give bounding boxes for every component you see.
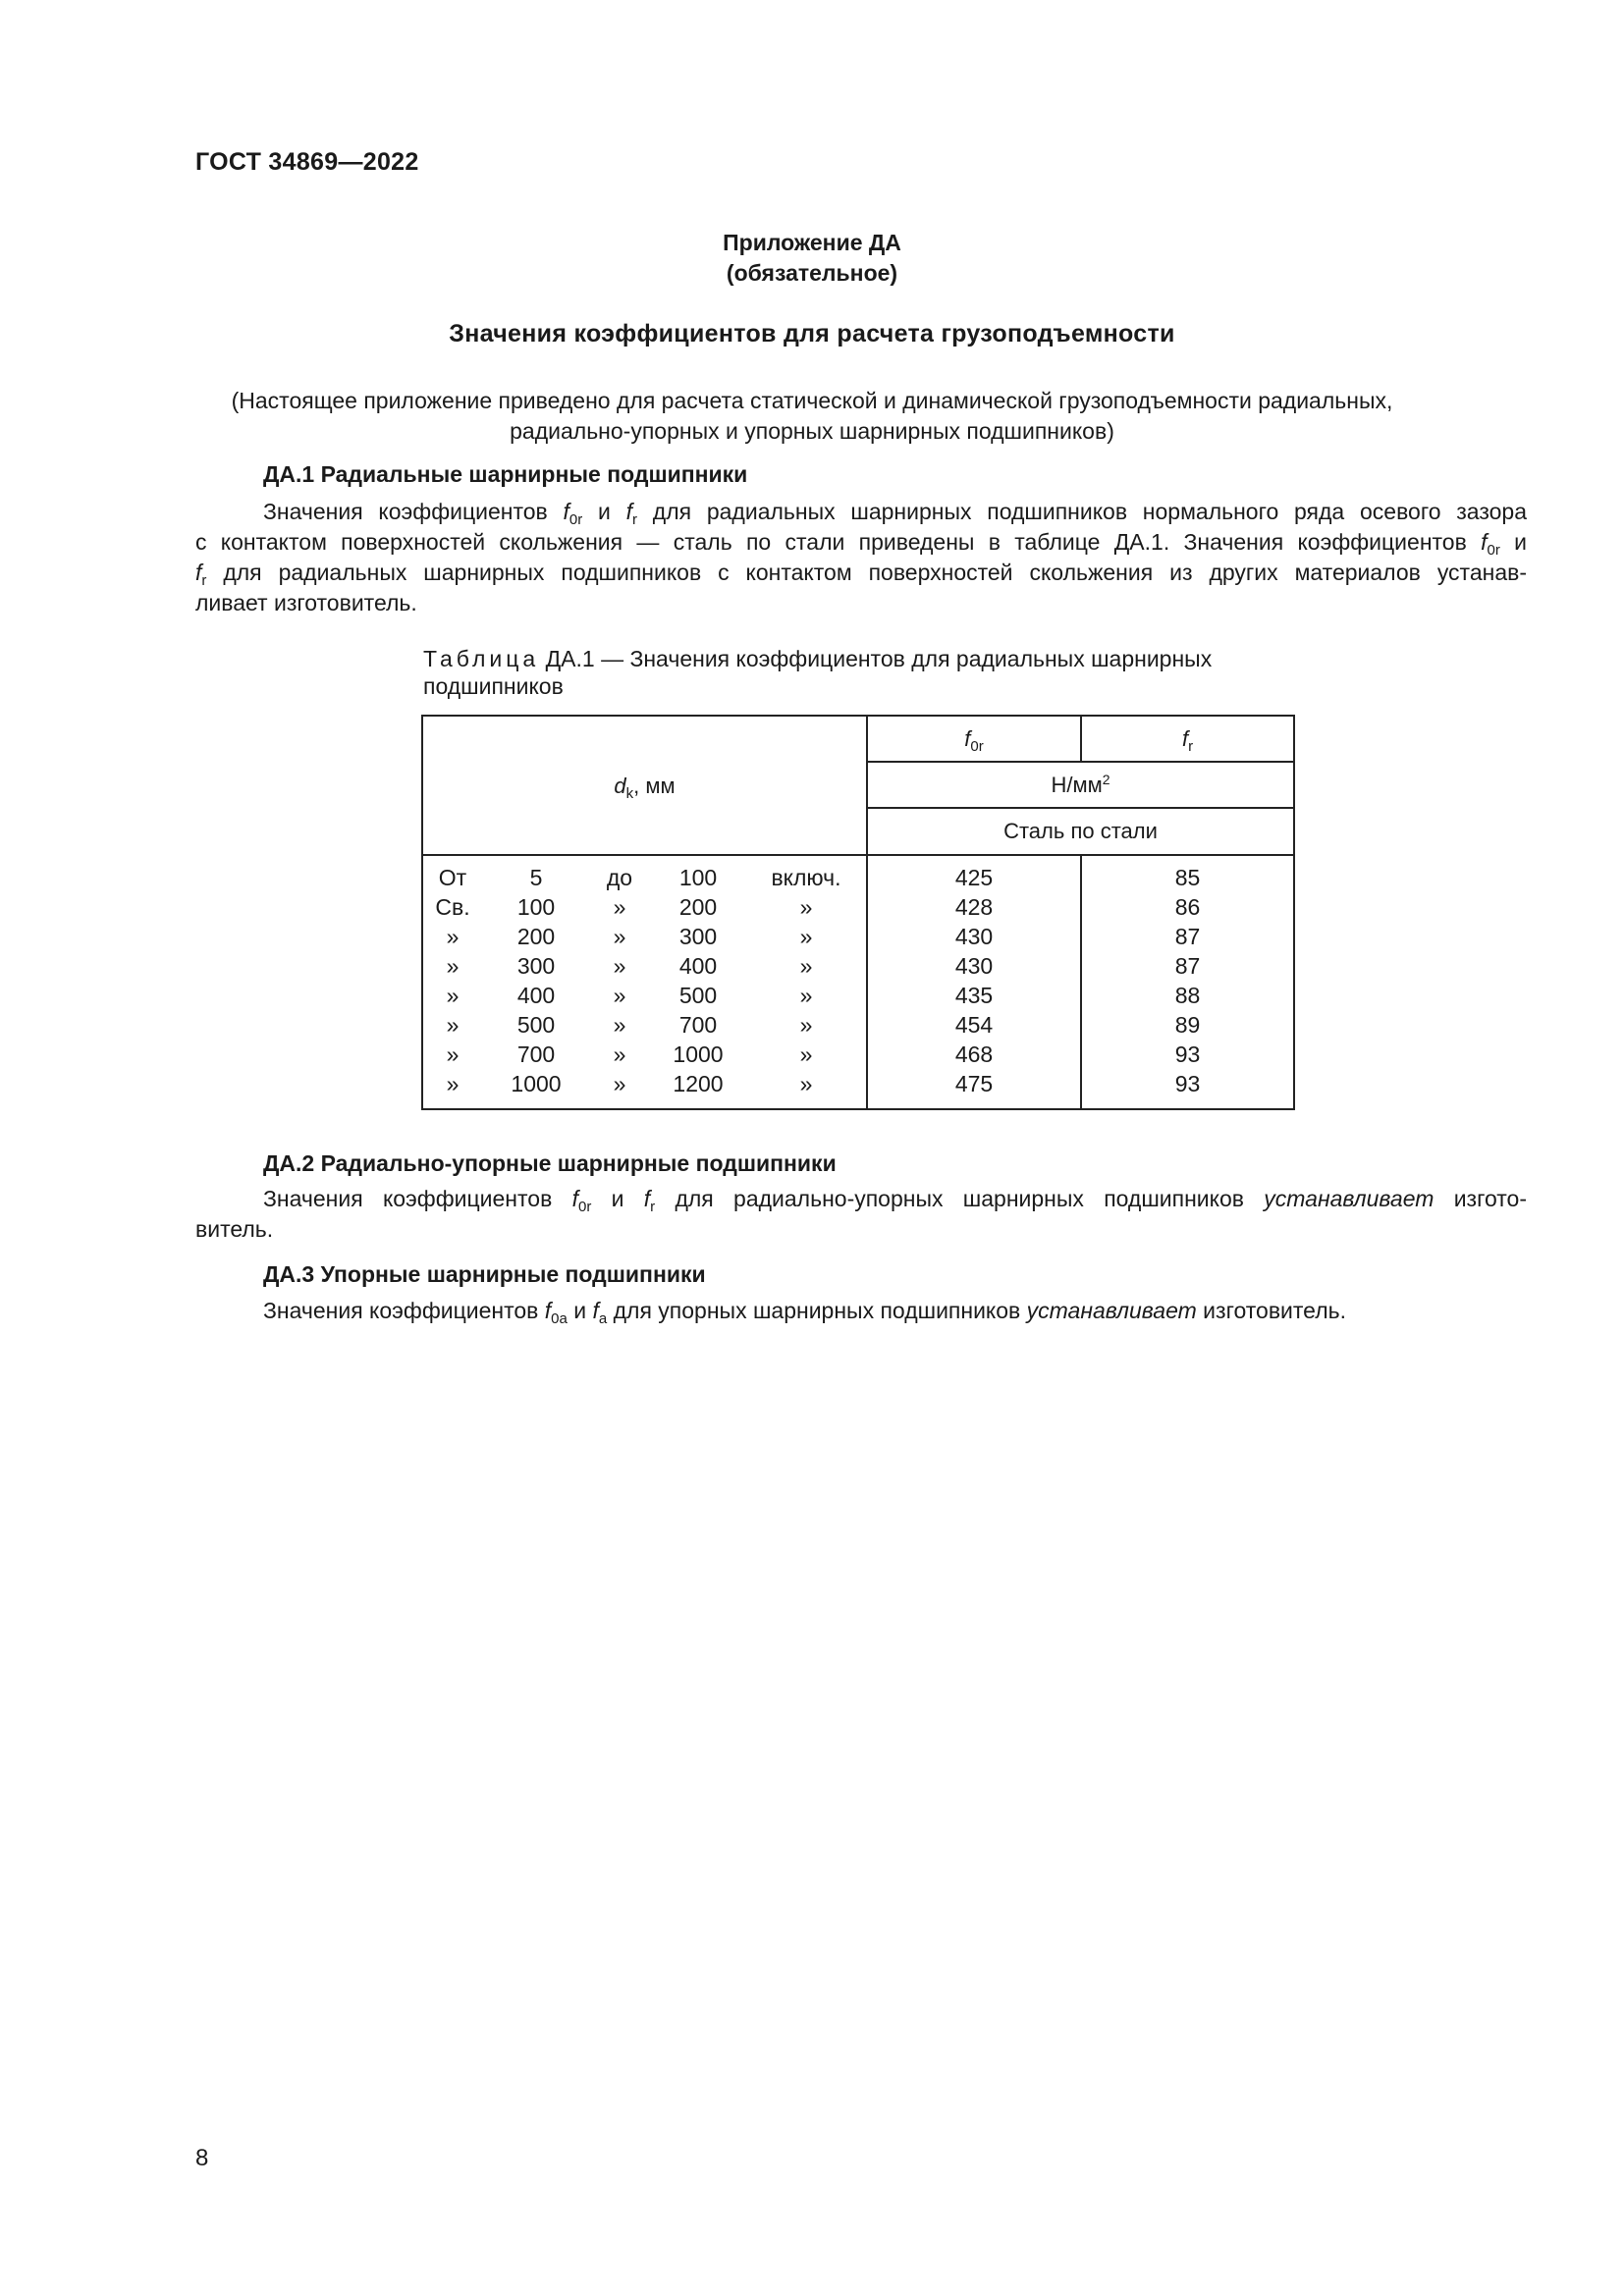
table-row: » 1000 » 1200 » 475 93 — [446, 1071, 1201, 1096]
table-row: » 200 » 300 » 430 87 — [446, 924, 1201, 949]
annex-name: Приложение ДА — [723, 230, 901, 255]
header-dk: $d_k$, мм — [614, 774, 676, 802]
table-row: » 500 » 700 » 454 89 — [446, 1012, 1201, 1038]
table-row: От 5 до 100 включ. 425 85 — [438, 865, 1201, 890]
table-caption: Таблица ДА.1 — Значения коэффициентов для радиальных шарнирных подшипников — [423, 646, 1213, 699]
annex-note — [0, 386, 1624, 447]
da2-line-2: витель. — [195, 1216, 274, 1242]
header-fr: $f_r$ — [1181, 726, 1194, 755]
section-da3-heading: ДА.3 Упорные шарнирные подшипники — [263, 1261, 706, 1287]
annex-status: (обязательное) — [726, 260, 898, 286]
header-f0r: $f_{0r}$ — [964, 726, 984, 755]
section-da1-heading: ДА.1 Радиальные шарнирные подшипники — [263, 461, 748, 487]
coefficients-table — [421, 715, 1295, 1110]
da3-line-1: Значения коэффициентов $f_{0a}$ и $f_a$ для упорных шарнирных подшипников устанавливает изготовитель. — [263, 1298, 1346, 1327]
table-row: » 300 » 400 » 430 87 — [446, 953, 1201, 979]
table-hline-units — [868, 761, 1293, 763]
table-hline-header — [423, 854, 1293, 856]
section-da1-paragraph — [195, 497, 1527, 618]
section-da2-paragraph — [195, 1184, 1527, 1245]
da1-line-2: с контактом поверхностей скольжения — сталь по стали приведены в таблице ДА.1. Значения коэффициентов $f_{0r}$ и — [195, 529, 1527, 559]
annex-note-line-1: (Настоящее приложение приведено для расчета статической и динамической грузоподъемности радиальных, — [231, 388, 1393, 413]
da1-line-1: Значения коэффициентов $f_{0r}$ и $f_r$ для радиальных шарнирных подшипников нормального ряда осевого зазора — [263, 499, 1527, 528]
header-material: Сталь по стали — [1003, 819, 1158, 843]
table-caption-word: Таблица — [423, 646, 540, 671]
page-number: 8 — [195, 2145, 209, 2171]
da2-line-1: Значения коэффициентов $f_{0r}$ и $f_r$ для радиально-упорных шарнирных подшипников устанавливает изгото- — [263, 1186, 1528, 1215]
da1-line-4: ливает изготовитель. — [195, 590, 417, 615]
section-da3-paragraph — [195, 1296, 1527, 1326]
document-id: ГОСТ 34869—2022 — [195, 148, 419, 176]
table-hline-material — [868, 807, 1293, 809]
section-da2-heading: ДА.2 Радиально-упорные шарнирные подшипники — [263, 1150, 837, 1176]
annex-heading — [0, 228, 1624, 289]
annex-note-line-2: радиально-упорных и упорных шарнирных подшипников) — [510, 418, 1114, 444]
annex-title: Значения коэффициентов для расчета грузоподъемности — [449, 320, 1175, 347]
table-row: Св. 100 » 200 » 428 86 — [435, 894, 1201, 920]
header-units: $Н/мм^2$ — [1051, 772, 1110, 797]
table-row: » 400 » 500 » 435 88 — [446, 983, 1201, 1008]
da1-line-3: $f_r$ для радиальных шарнирных подшипников с контактом поверхностей скольжения из других материалов устанав- — [195, 560, 1527, 589]
table-row: » 700 » 1000 » 468 93 — [446, 1041, 1201, 1067]
